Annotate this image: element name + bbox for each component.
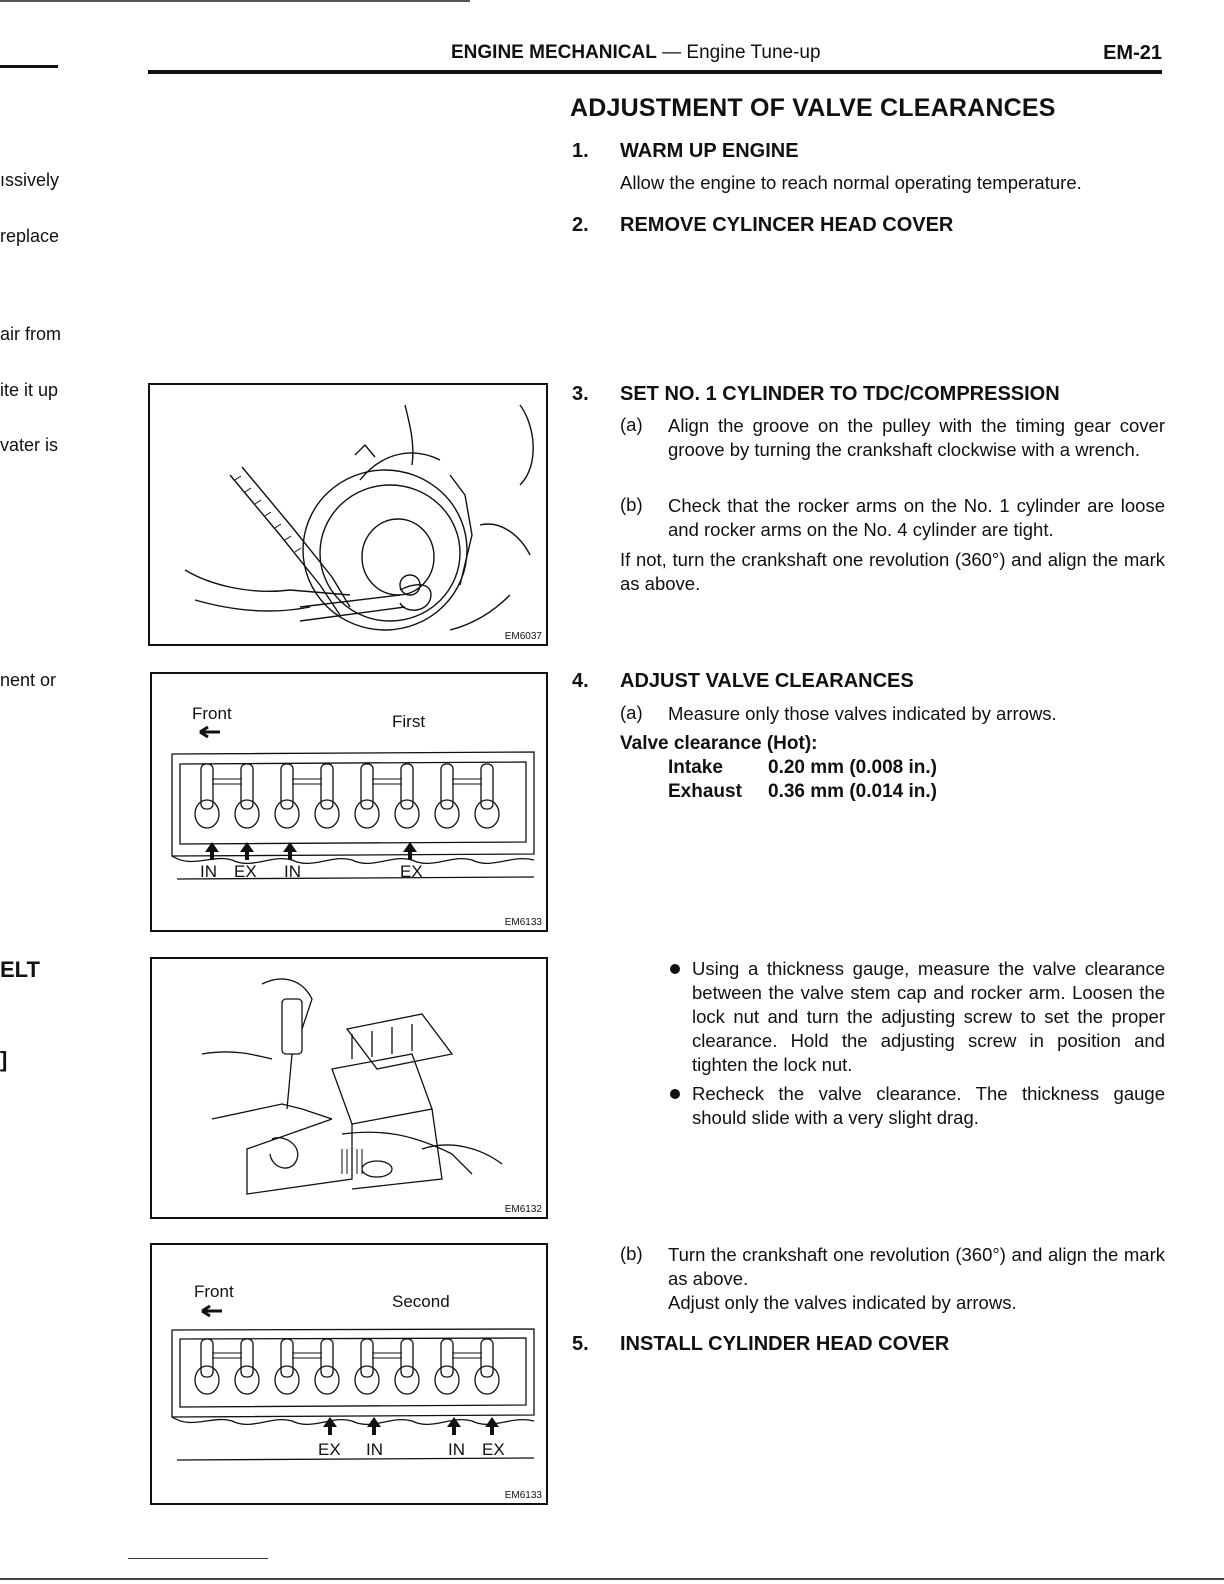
step-number: 5. [572,1333,589,1355]
step-title: ADJUST VALVE CLEARANCES [620,670,914,692]
bullet-text: Using a thickness gauge, measure the valve clearance between the valve stem cap and rocker arm. Loosen the lock nut and turn the adjusting screw to set the proper clearance. Hold the adjusting screw in position and tighten the lock nut. [692,958,1165,1075]
valve-label: EX [400,862,423,881]
left-margin-rule [0,65,58,68]
page-header [148,40,1162,74]
step-title: WARM UP ENGINE [620,140,799,162]
valve-arrow-icons [205,842,417,860]
bullet-icon [670,964,680,974]
valve-label: EX [482,1440,505,1459]
valve-label: EX [234,862,257,881]
spec-title: Valve clearance (Hot): [620,733,818,754]
top-edge-scrap [0,0,470,2]
rocker-arms [195,764,499,828]
figure-code: EM6037 [504,631,542,642]
step-number: 4. [572,670,589,692]
step-number: 2. [572,214,589,236]
bullet-text: Recheck the valve clearance. The thickness gauge should slide with a very slight drag. [692,1083,1165,1128]
margin-fragment: replace [0,226,60,246]
sub-step-letter: (b) [620,1243,643,1264]
figure-code: EM6133 [504,917,542,928]
page-title: ADJUSTMENT OF VALVE CLEARANCES [570,94,1056,122]
sub-step-text: Align the groove on the pulley with the timing gear cover groove by turning the crankshaft clockwise with a wrench. [668,415,1165,460]
header-title: ENGINE MECHANICAL — Engine Tune-up [451,42,821,63]
spec-row-exhaust: Exhaust 0.36 mm (0.014 in.) [668,781,937,802]
figure-code: EM6132 [504,1204,542,1215]
valve-label: IN [284,862,301,881]
step-note: If not, turn the crankshaft one revolution (360°) and align the mark as above. [620,549,1165,594]
front-label: Front [194,1282,234,1301]
margin-fragment: ELT [0,957,40,982]
margin-fragment: ıssively [0,170,60,190]
bottom-edge-scrap [128,1558,268,1559]
margin-fragment: ite it up [0,380,59,400]
valve-label: IN [448,1440,465,1459]
bullet-icon [670,1089,680,1099]
spec-row-intake: Intake 0.20 mm (0.008 in.) [668,757,937,778]
sub-step-letter: (a) [620,702,643,723]
set-label: Second [392,1292,450,1311]
front-label: Front [192,704,232,723]
sub-step-text: Turn the crankshaft one revolution (360°) and align the mark as above. [668,1244,1165,1289]
sub-step-text: Measure only those valves indicated by arrows. [668,703,1057,724]
sub-step-letter: (a) [620,414,643,435]
step-number: 1. [572,140,589,162]
page-number: EM-21 [1103,42,1162,64]
step-text: Allow the engine to reach normal operating temperature. [620,172,1082,193]
valve-label: EX [318,1440,341,1459]
sub-step-text: Adjust only the valves indicated by arrows. [668,1292,1017,1313]
rocker-arms [195,1339,499,1394]
valve-label: IN [200,862,217,881]
front-arrow-icon [202,1306,222,1316]
step-title: REMOVE CYLINCER HEAD COVER [620,214,954,236]
sub-step-text: Check that the rocker arms on the No. 1 cylinder are loose and rocker arms on the No. 4 cylinder are tight. [668,495,1165,540]
step-title: SET NO. 1 CYLINDER TO TDC/COMPRESSION [620,383,1060,405]
bottom-edge-rule [0,1578,1224,1580]
figure-code: EM6133 [504,1490,542,1501]
front-arrow-icon [200,727,220,737]
margin-fragment: ] [0,1047,8,1072]
rocker-diagram-first [152,674,546,930]
sub-step-letter: (b) [620,494,643,515]
figure-pulley-wrench [148,383,548,646]
margin-fragment: air from [0,324,62,344]
set-label: First [392,712,426,731]
figure-second-valve-set [150,1243,548,1505]
figure-first-valve-set [150,672,548,932]
gauge-illustration [152,959,546,1217]
valve-label: IN [366,1440,383,1459]
pulley-illustration [150,385,546,644]
margin-fragment: vater is [0,435,59,455]
margin-fragment: nent or [0,670,57,690]
step-number: 3. [572,383,589,405]
figure-thickness-gauge [150,957,548,1219]
rocker-diagram-second [152,1245,546,1503]
step-title: INSTALL CYLINDER HEAD COVER [620,1333,950,1355]
